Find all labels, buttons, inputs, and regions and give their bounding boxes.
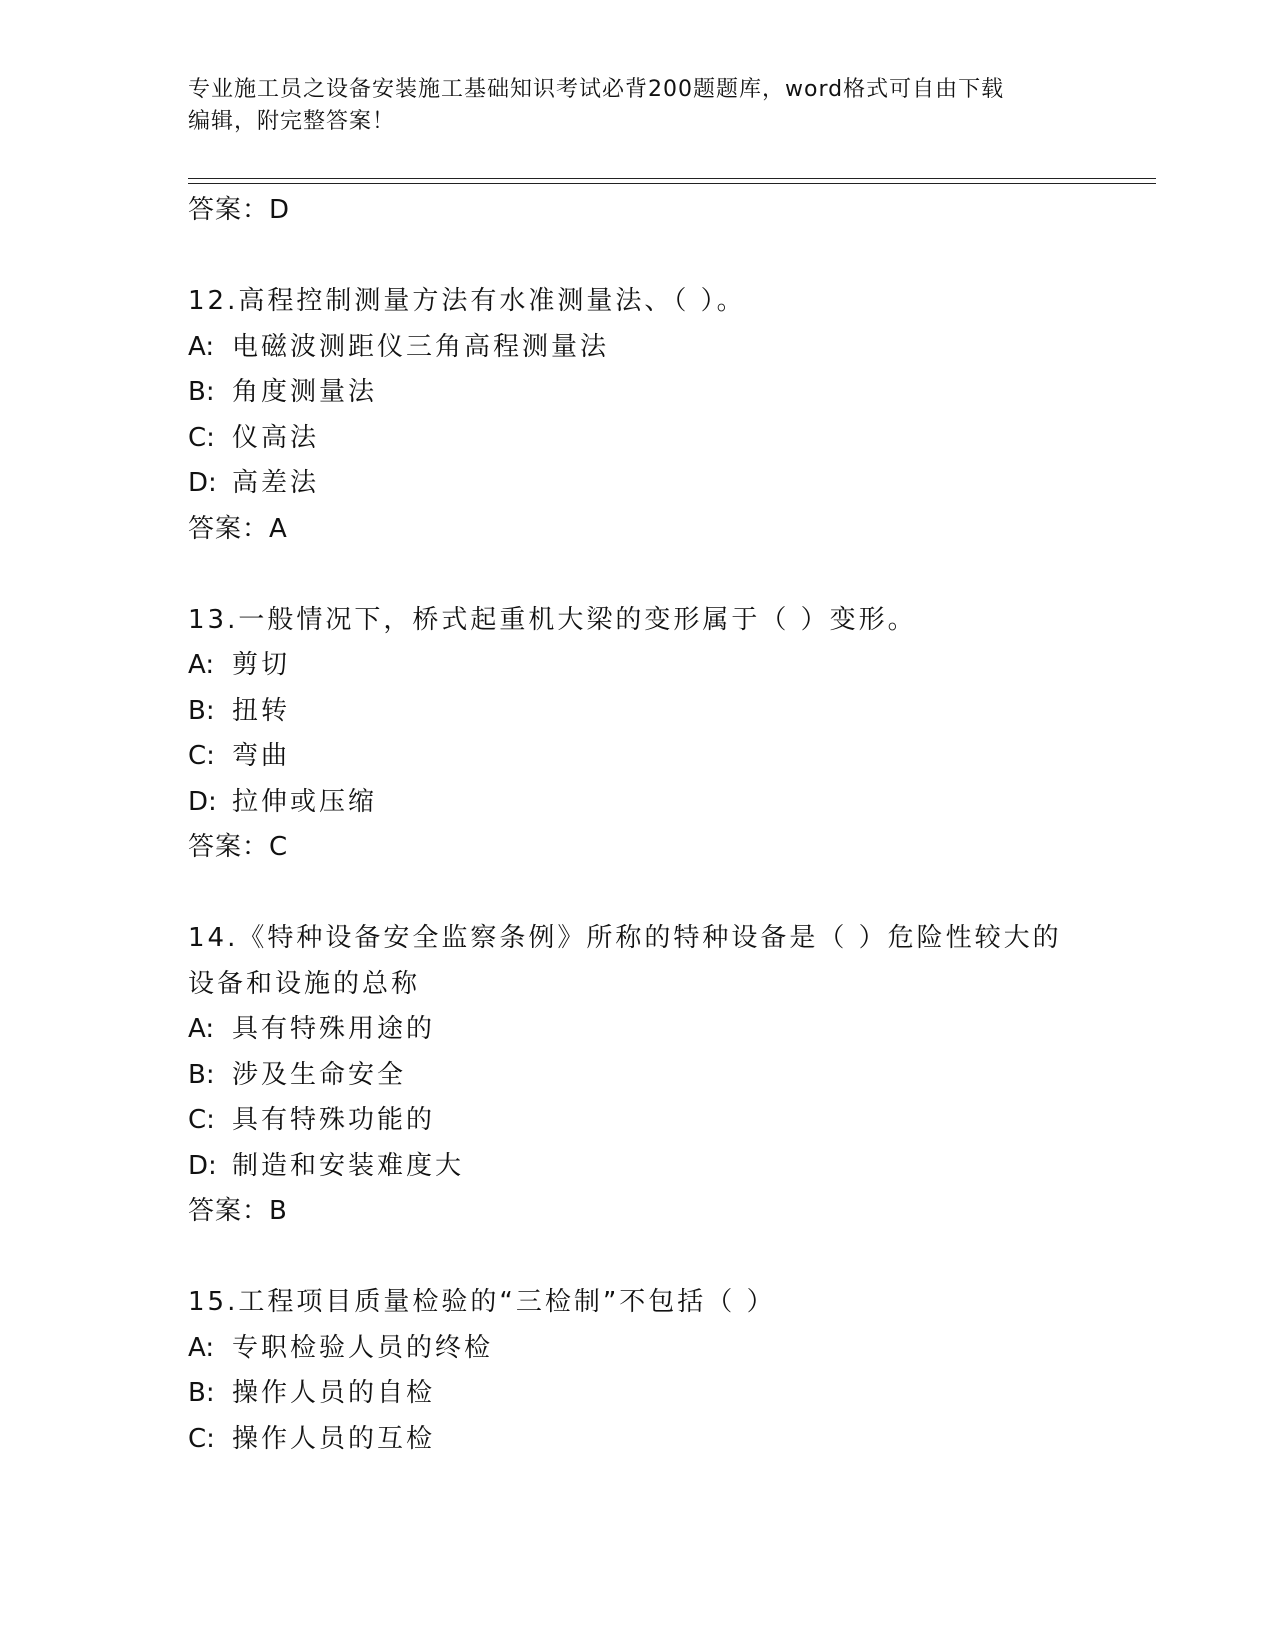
option-letter: A: bbox=[188, 1332, 215, 1363]
option-d bbox=[188, 1144, 1088, 1190]
option-text: 制造和安装难度大 bbox=[232, 1150, 465, 1181]
option-a bbox=[188, 643, 1088, 689]
option-text: 操作人员的自检 bbox=[232, 1378, 436, 1408]
answer-line: 答案：C bbox=[188, 832, 289, 862]
option-letter: A: bbox=[188, 1014, 215, 1044]
option-d bbox=[188, 780, 1088, 826]
option-text: 扭转 bbox=[232, 695, 291, 726]
question-number: 12. bbox=[188, 286, 239, 316]
option-text: 弯曲 bbox=[232, 741, 291, 771]
document-body bbox=[188, 188, 1088, 1462]
question-stem: 高程控制测量方法有水准测量法、（ ）。 bbox=[238, 286, 746, 316]
option-letter: D: bbox=[188, 786, 217, 817]
option-letter: C: bbox=[188, 422, 215, 453]
answer-line: 答案：D bbox=[188, 195, 291, 225]
option-letter: A: bbox=[188, 650, 215, 680]
option-letter: B: bbox=[188, 377, 215, 407]
option-text: 具有特殊功能的 bbox=[232, 1105, 436, 1135]
option-d bbox=[188, 461, 1088, 507]
option-b bbox=[188, 370, 1088, 416]
header-divider-bottom bbox=[188, 183, 1156, 184]
option-a bbox=[188, 325, 1088, 371]
option-c bbox=[188, 734, 1088, 780]
header-divider-top bbox=[188, 178, 1156, 179]
option-text: 涉及生命安全 bbox=[232, 1059, 407, 1090]
question-text bbox=[188, 1280, 1068, 1326]
option-text: 具有特殊用途的 bbox=[232, 1014, 436, 1044]
option-letter: D: bbox=[188, 1150, 217, 1181]
question-stem: 工程项目质量检验的“三检制”不包括（ ） bbox=[238, 1287, 776, 1317]
question-number: 15. bbox=[188, 1287, 239, 1317]
option-letter: C: bbox=[188, 1423, 215, 1454]
option-text: 高差法 bbox=[232, 468, 320, 498]
option-text: 专职检验人员的终检 bbox=[232, 1332, 494, 1363]
option-text: 电磁波测距仪三角高程测量法 bbox=[232, 331, 610, 362]
header-line-1: 专业施工员之设备安装施工基础知识考试必背200题题库，word格式可自由下载 bbox=[188, 77, 1005, 102]
option-c bbox=[188, 1098, 1088, 1144]
question-12 bbox=[188, 279, 1088, 552]
option-text: 拉伸或压缩 bbox=[232, 786, 378, 817]
option-letter: B: bbox=[188, 1378, 215, 1408]
option-a bbox=[188, 1007, 1088, 1053]
option-letter: D: bbox=[188, 468, 217, 498]
option-letter: C: bbox=[188, 1105, 215, 1135]
question-13 bbox=[188, 598, 1088, 871]
answer-line: 答案：B bbox=[188, 1196, 288, 1226]
question-stem: 一般情况下，桥式起重机大梁的变形属于（ ）变形。 bbox=[238, 604, 917, 635]
option-a bbox=[188, 1326, 1088, 1372]
option-letter: B: bbox=[188, 1059, 215, 1090]
option-c bbox=[188, 416, 1088, 462]
option-letter: A: bbox=[188, 331, 215, 362]
question-number: 13. bbox=[188, 604, 239, 635]
question-15 bbox=[188, 1280, 1088, 1462]
option-b bbox=[188, 689, 1088, 735]
question-number: 14. bbox=[188, 923, 239, 953]
question-stem: 《特种设备安全监察条例》所称的特种设备是（ ）危险性较大的设备和设施的总称 bbox=[188, 923, 1062, 999]
option-c bbox=[188, 1417, 1088, 1463]
document-header bbox=[188, 74, 1088, 138]
question-14 bbox=[188, 916, 1088, 1235]
option-text: 仪高法 bbox=[232, 422, 320, 453]
option-b bbox=[188, 1053, 1088, 1099]
question-text bbox=[188, 279, 1068, 325]
option-letter: B: bbox=[188, 695, 215, 726]
option-text: 剪切 bbox=[232, 650, 291, 680]
answer-line: 答案：A bbox=[188, 513, 288, 544]
question-text bbox=[188, 598, 1068, 644]
option-text: 操作人员的互检 bbox=[232, 1423, 436, 1454]
option-text: 角度测量法 bbox=[232, 377, 378, 407]
question-text bbox=[188, 916, 1068, 1007]
option-b bbox=[188, 1371, 1088, 1417]
option-letter: C: bbox=[188, 741, 215, 771]
header-line-2: 编辑，附完整答案！ bbox=[188, 109, 396, 134]
